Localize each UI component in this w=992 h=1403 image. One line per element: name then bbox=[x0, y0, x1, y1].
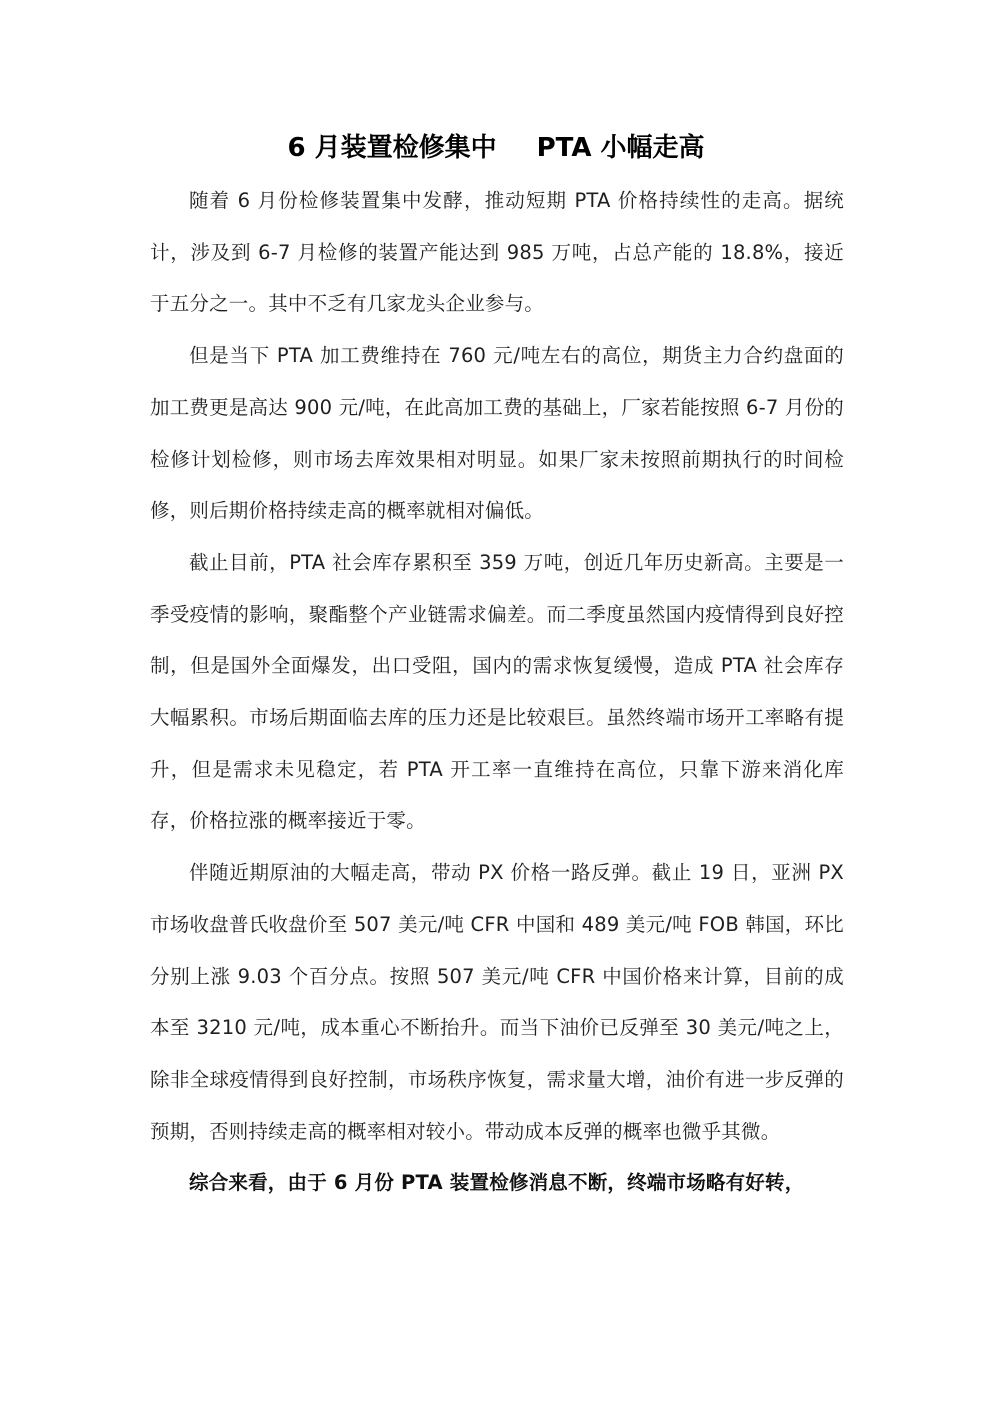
document-title bbox=[150, 126, 842, 170]
paragraph-conclusion: 综合来看，由于 6 月份 PTA 装置检修消息不断，终端市场略有好转， bbox=[189, 1171, 805, 1195]
paragraph-maintenance: 随着 6 月份检修装置集中发酵，推动短期 PTA 价格持续性的走高。据统计，涉及到 6-7 月检修的装置产能达到 985 万吨，占总产能的 18.8%，接近于五分之一。其中不乏有几家龙头企业参与。 bbox=[150, 189, 844, 316]
document-body bbox=[150, 175, 844, 1209]
title-part-1: 6 月装置检修集中 bbox=[287, 133, 497, 163]
paragraph-processing-fee: 但是当下 PTA 加工费维持在 760 元/吨左右的高位，期货主力合约盘面的加工费更是高达 900 元/吨，在此高加工费的基础上，厂家若能按照 6-7 月份的检修计划检修，则市场去库效果相对明显。如果厂家未按照前期执行的时间检修，则后期价格持续走高的概率就相对偏低。 bbox=[150, 344, 844, 523]
paragraph-inventory: 截止目前，PTA 社会库存累积至 359 万吨，创近几年历史新高。主要是一季受疫情的影响，聚酯整个产业链需求偏差。而二季度虽然国内疫情得到良好控制，但是国外全面爆发，出口受阻，国内的需求恢复缓慢，造成 PTA 社会库存大幅累积。市场后期面临去库的压力还是比较艰巨。虽然终端市场开工率略有提升，但是需求未见稳定，若 PTA 开工率一直维持在高位，只靠下游来消化库存，价格拉涨的概率接近于零。 bbox=[150, 550, 844, 833]
paragraph-crude-px: 伴随近期原油的大幅走高，带动 PX 价格一路反弹。截止 19 日，亚洲 PX 市场收盘普氏收盘价至 507 美元/吨 CFR 中国和 489 美元/吨 FOB 韩国，环比分别上涨 9.03 个百分点。按照 507 美元/吨 CFR 中国价格来计算，目前的成本至 3210 元/吨，成本重心不断抬升。而当下油价已反弹至 30 美元/吨之上，除非全球疫情得到良好控制，市场秩序恢复，需求量大增，油价有进一步反弹的预期，否则持续走高的概率相对较小。带动成本反弹的概率也微乎其微。 bbox=[150, 861, 844, 1143]
title-part-2: PTA 小幅走高 bbox=[536, 133, 705, 163]
